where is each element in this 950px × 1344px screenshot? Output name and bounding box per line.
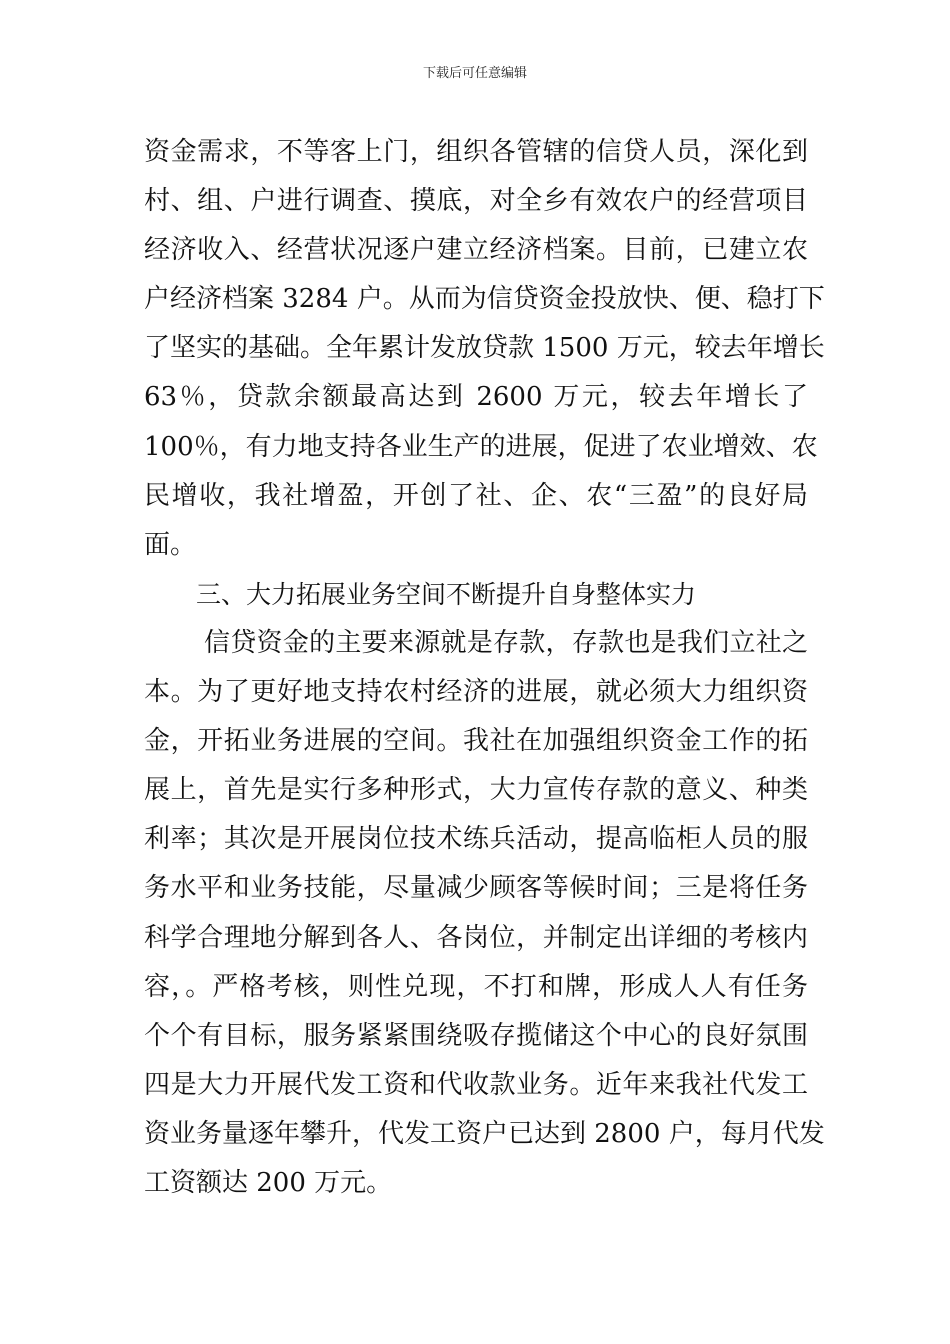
body-line: 展上，首先是实行多种形式，大力宣传存款的意义、种类	[144, 775, 808, 806]
body-line: 村、组、户进行调查、摸底，对全乡有效农户的经营项目	[144, 186, 808, 217]
body-line: 本。为了更好地支持农村经济的进展，就必须大力组织资	[144, 677, 808, 708]
body-line: 资金需求，不等客上门，组织各管辖的信贷人员，深化到	[144, 137, 808, 167]
body-line: 资业务量逐年攀升，代发工资户已达到 2800 户，每月代发	[144, 1118, 825, 1149]
section-heading: 三、大力拓展业务空间不断提升自身整体实力	[196, 579, 697, 609]
body-line: 面。	[144, 529, 197, 560]
body-line: 100％，有力地支持各业生产的进展，促进了农业增效、农	[144, 431, 818, 462]
body-line: 工资额达 200 万元。	[144, 1167, 393, 1198]
body-line: 信贷资金的主要来源就是存款，存款也是我们立社之	[204, 627, 808, 658]
document-body	[144, 128, 825, 1208]
body-line: 利率；其次是开展岗位技术练兵活动，提高临柜人员的服	[144, 824, 808, 855]
body-line: 户经济档案 3284 户。从而为信贷资金投放快、便、稳打下	[144, 284, 825, 315]
body-line: 务水平和业务技能，尽量减少顾客等候时间；三是将任务	[144, 873, 808, 904]
body-line: 金，开拓业务进展的空间。我社在加强组织资金工作的拓	[144, 726, 808, 757]
body-line: 63％，贷款余额最高达到 2600 万元，较去年增长了	[144, 382, 808, 413]
body-line: 个个有目标，服务紧紧围绕吸存揽储这个中心的良好氛围	[144, 1020, 808, 1051]
page-header: 下载后可任意编辑	[422, 66, 527, 81]
body-line: 民增收，我社增盈，开创了社、企、农“三盈”的良好局	[144, 480, 808, 511]
body-line: 容，。严格考核，则性兑现，不打和牌，形成人人有任务	[144, 971, 808, 1002]
body-line: 经济收入、经营状况逐户建立经济档案。目前，已建立农	[144, 235, 808, 266]
body-line: 四是大力开展代发工资和代收款业务。近年来我社代发工	[144, 1069, 808, 1100]
body-line: 了坚实的基础。全年累计发放贷款 1500 万元，较去年增长	[144, 333, 825, 364]
body-line: 科学合理地分解到各人、各岗位，并制定出详细的考核内	[144, 922, 808, 953]
